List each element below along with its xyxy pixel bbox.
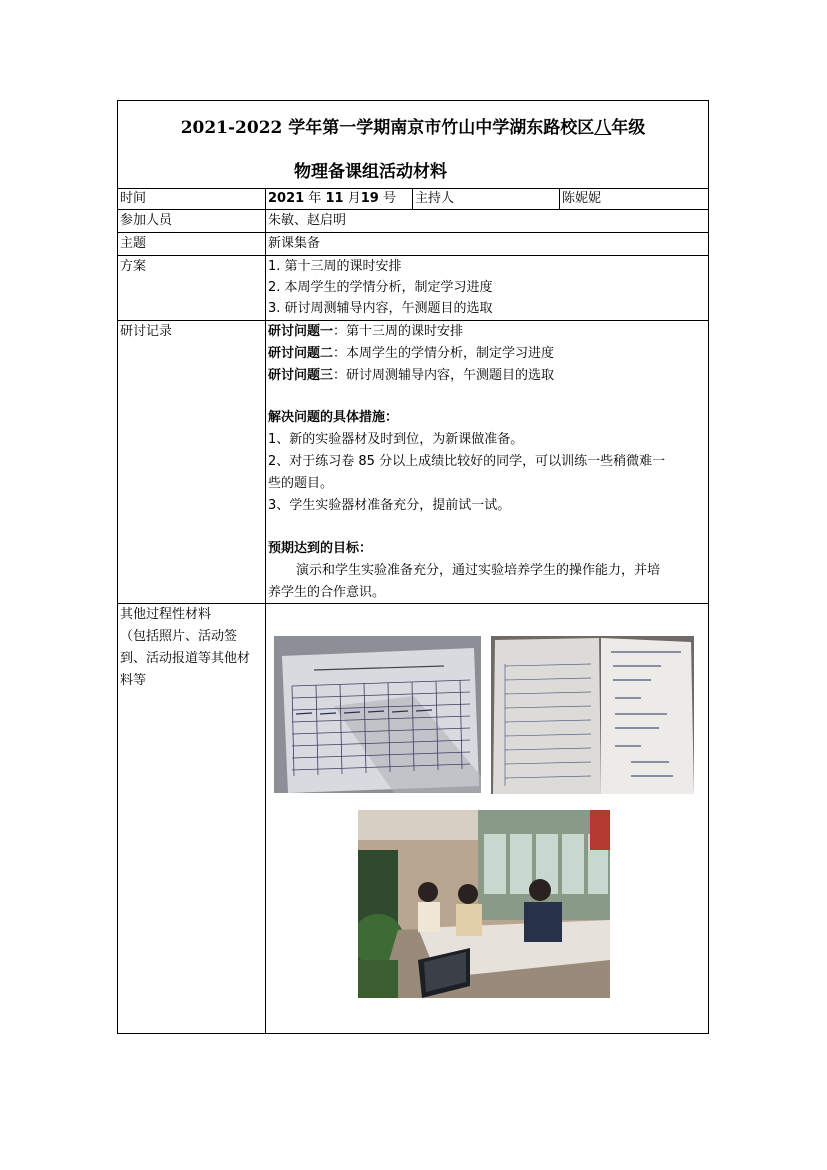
measure-2-line2: 些的题目。 [268,476,334,491]
goal-title: 预期达到的目标： [268,541,373,556]
column-divider [412,188,413,209]
row-divider [118,209,708,210]
plan-item: 1. 第十三周的课时安排 [268,259,402,274]
row-divider [118,232,708,233]
plan-item: 3. 研讨周测辅导内容，午测题目的选取 [268,301,493,316]
time-value: 2021 年 11 月19 号 [268,191,396,206]
title-grade-suffix: 年级 [611,118,646,138]
photo-meeting-notes [491,636,694,794]
column-divider [559,188,560,209]
document-title-line2: 物理备课组活动材料 [294,162,447,182]
document-title-line1 [118,113,708,138]
measure-2-line1: 2、对于练习卷 85 分以上成绩比较好的同学，可以训练一些稍微难一 [268,454,666,469]
plan-label: 方案 [120,259,147,274]
plan-item: 2. 本周学生的学情分析，制定学习进度 [268,280,493,295]
other-materials-label: 其他过程性材料 [120,607,212,622]
other-materials-label: 料等 [120,673,147,688]
goal-line1: 演示和学生实验准备充分，通过实验培养学生的操作能力，并培 [296,563,661,578]
goal-line2: 养学生的合作意识。 [268,585,386,600]
other-materials-label: （包括照片、活动签 [120,629,238,644]
row-divider [118,188,708,189]
topic-label: 主题 [120,236,147,251]
row-divider [118,603,708,604]
question-2: 研讨问题二：本周学生的学情分析，制定学习进度 [268,346,555,361]
row-divider [118,255,708,256]
question-3: 研讨问题三：研讨周测辅导内容，午测题目的选取 [268,368,555,383]
host-value: 陈妮妮 [562,191,602,206]
question-1: 研讨问题一：第十三周的课时安排 [268,324,464,339]
other-materials-label: 到、活动报道等其他材 [120,651,251,666]
time-label: 时间 [120,191,147,206]
column-divider [265,188,266,1034]
discussion-label: 研讨记录 [120,324,173,339]
activity-table [117,100,709,1034]
row-divider [118,320,708,321]
topic-value: 新课集备 [268,236,321,251]
participants-label: 参加人员 [120,213,173,228]
grade-underlined: 八 [594,118,612,138]
photo-signin-sheet [274,636,481,793]
title-text: 2021-2022 学年第一学期南京市竹山中学湖东路校区 [180,118,595,138]
photo-meeting-room [358,810,610,998]
host-label: 主持人 [415,191,455,206]
measure-1: 1、新的实验器材及时到位，为新课做准备。 [268,432,524,447]
participants-value: 朱敏、赵启明 [268,213,347,228]
measures-title: 解决问题的具体措施： [268,410,399,425]
measure-3: 3、学生实验器材准备充分，提前试一试。 [268,498,511,513]
